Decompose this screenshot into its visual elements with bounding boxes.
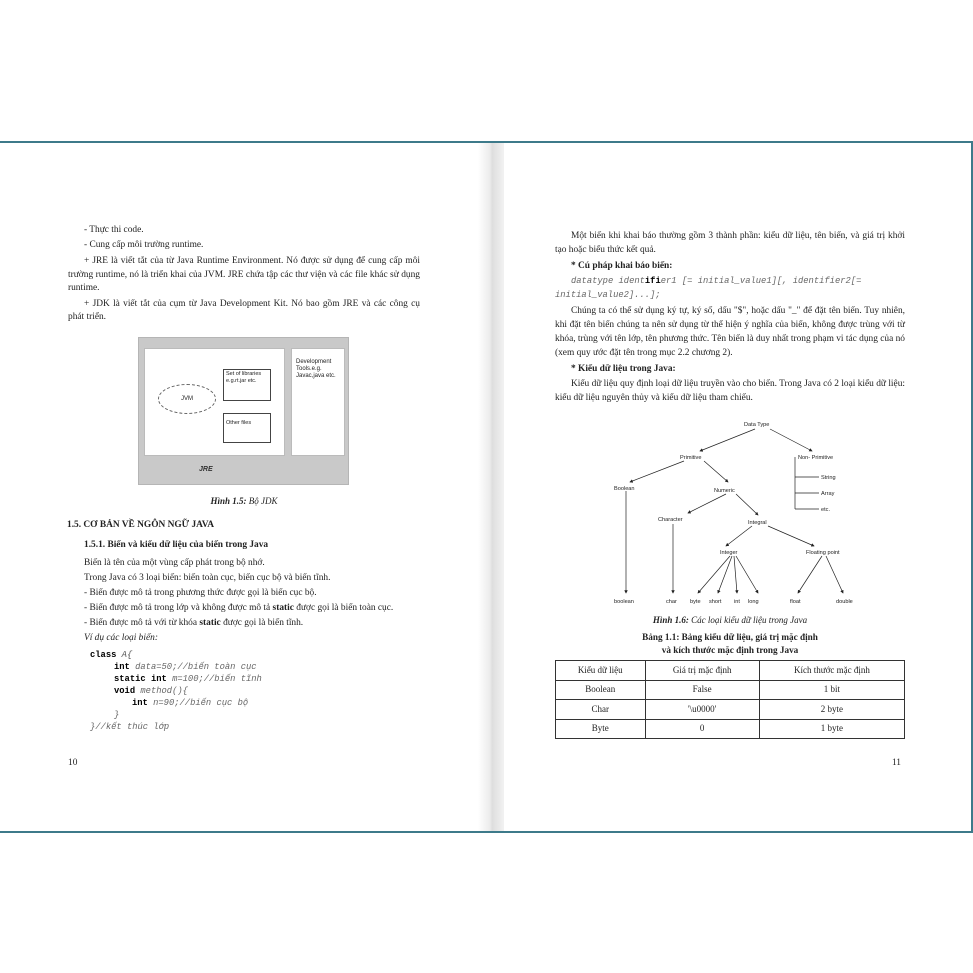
syntax-line <box>555 274 905 302</box>
tree-node-floating: Floating point <box>806 550 840 556</box>
caption-text: Các loại kiểu dữ liệu trong Java <box>691 615 808 625</box>
book-gutter <box>478 143 504 831</box>
text-line <box>68 601 420 616</box>
text-part: - Biến được mô tả với từ khóa <box>84 618 200 628</box>
jdk-figure <box>138 337 349 485</box>
caption-text: Bộ JDK <box>248 496 278 506</box>
code-block <box>90 649 420 733</box>
table-row <box>556 700 905 720</box>
text-line: - Biến được mô tả trong phương thức được gọi là biến cục bộ. <box>84 588 317 598</box>
code-text: method(){ <box>135 686 188 696</box>
table-header: Kích thước mặc định <box>759 661 904 681</box>
code-text: A{ <box>116 650 133 660</box>
caption-label: Hình 1.5: <box>210 496 247 506</box>
intro-paragraph: Một biến khi khai báo thường gồm 3 thành phần: kiểu dữ liệu, tên biến, và giá trị khởi tạo hoặc biểu thức kết quả. <box>555 231 905 255</box>
tree-node-integer: Integer <box>720 550 738 556</box>
syntax-part: er1 [= initial_value1][, identifier2[= initial_value2]...]; <box>555 276 862 300</box>
table-row <box>556 680 905 700</box>
figure-caption <box>555 613 905 628</box>
table-cell: 1 bit <box>759 680 904 700</box>
code-text: n=90;//biến cục bộ <box>147 698 249 708</box>
tree-node-non-primitive: Non- Primitive <box>798 455 834 461</box>
code-line: }//kết thúc lớp <box>90 722 170 732</box>
text-line: Biến là tên của một vùng cấp phát trong bộ nhớ. <box>84 558 265 568</box>
keyword: static <box>272 603 294 613</box>
table-cell: Char <box>556 700 646 720</box>
tree-leaf-double: double <box>836 599 853 605</box>
tree-node-root: Data Type <box>744 422 770 428</box>
text-paragraph: + JDK là viết tắt của cụm từ Java Development Kit. Nó bao gồm JRE và các công cụ phát triển. <box>68 298 420 322</box>
naming-paragraph: Chúng ta có thể sử dụng ký tự, ký số, dấu "$", hoặc dấu "_" để đặt tên biến. Tuy nhiên, khi đặt tên biến chúng ta nên sử dụng từ thể hiện ý nghĩa của biến, không được trùng với từ khóa, trùng với tên lớp, tên phương thức. Tên biến là duy nhất trong phạm vi tác dụng của nó (xem quy ước đặt tên trong mục 2.2 chương 2). <box>555 306 905 358</box>
data-type-tree <box>600 415 870 605</box>
text-line <box>68 616 420 631</box>
code-line <box>90 649 420 661</box>
tree-node-array: Array <box>821 491 835 497</box>
tree-leaf-byte: byte <box>690 599 701 605</box>
page-number-left: 10 <box>68 758 78 768</box>
page-number-right: 11 <box>891 758 901 768</box>
text-part: được gọi là biến tĩnh. <box>220 618 304 628</box>
default-values-table <box>555 660 905 739</box>
code-line <box>90 661 420 673</box>
tree-leaf-short: short <box>709 599 722 605</box>
keyword: static <box>199 618 221 628</box>
code-keyword: void <box>114 686 136 696</box>
table-cell: 2 byte <box>759 700 904 720</box>
table-cell: False <box>645 680 759 700</box>
table-header-row <box>556 661 905 681</box>
tree-node-etc: etc. <box>821 507 831 513</box>
text-part: được gọi là biến toàn cục. <box>293 603 394 613</box>
table-cell: Boolean <box>556 680 646 700</box>
types-heading: * Kiểu dữ liệu trong Java: <box>571 364 676 374</box>
table-cell: '\u0000' <box>645 700 759 720</box>
tree-node-string: String <box>821 475 836 481</box>
table-cell: Byte <box>556 719 646 739</box>
syntax-part: datatype ident <box>571 276 645 286</box>
text-paragraph: + JRE là viết tắt của từ Java Runtime Environment. Nó được sử dụng để cung cấp môi trường runtime, nó là triển khai của JVM. JRE chứa tập các thư viện và các file khác sử dụng runtime. <box>68 256 420 293</box>
tree-node-primitive: Primitive <box>680 455 702 461</box>
dev-tools-label: Development Tools.e.g. Javac,java etc. <box>296 359 336 379</box>
text-line: - Thực thi code. <box>84 225 144 235</box>
code-line <box>90 673 420 685</box>
code-text: data=50;//biến toàn cục <box>129 662 257 672</box>
code-line <box>90 685 420 697</box>
code-keyword: class <box>90 650 117 660</box>
caption-label: Hình 1.6: <box>652 615 689 625</box>
subsection-heading: 1.5.1. Biến và kiểu dữ liệu của biến trong Java <box>84 540 269 550</box>
table-title-line: và kích thước mặc định trong Java <box>661 645 799 655</box>
table-cell: 1 byte <box>759 719 904 739</box>
tree-leaf-float: float <box>790 599 801 605</box>
jvm-ellipse: JVM <box>158 384 216 414</box>
right-page <box>555 143 905 831</box>
other-files-box: Other files <box>223 413 271 443</box>
code-line <box>90 697 420 709</box>
text-line: Trong Java có 3 loại biến: biến toàn cục, biến cục bộ và biến tĩnh. <box>84 573 331 583</box>
tree-node-integral: Integral <box>748 520 767 526</box>
text-line: - Cung cấp môi trường runtime. <box>84 240 204 250</box>
dev-tools-box <box>291 348 345 456</box>
tree-node-character: Character <box>658 517 683 523</box>
syntax-heading: * Cú pháp khai báo biến: <box>571 261 673 271</box>
tree-node-numeric: Numeric <box>714 488 735 494</box>
libraries-box: Set of libraries e.g.rt.jar etc. <box>223 369 271 401</box>
section-heading: 1.5. CƠ BẢN VỀ NGÔN NGỮ JAVA <box>67 520 215 530</box>
figure-caption <box>68 494 420 509</box>
text-part: - Biến được mô tả trong lớp và không được mô tả <box>84 603 273 613</box>
types-paragraph: Kiểu dữ liệu quy định loại dữ liệu truyền vào cho biến. Trong Java có 2 loại kiểu dữ liệu: kiểu dữ liệu nguyên thủy và kiểu dữ liệu tham chiếu. <box>555 379 905 403</box>
tree-leaf-int: int <box>734 599 740 605</box>
table-row <box>556 719 905 739</box>
tree-leaf-boolean: boolean <box>614 599 634 605</box>
code-keyword: int <box>114 662 130 672</box>
tree-node-boolean: Boolean <box>614 486 635 492</box>
table-title <box>555 631 905 657</box>
jre-label: JRE <box>199 466 213 473</box>
table-cell: 0 <box>645 719 759 739</box>
code-keyword: int <box>132 698 148 708</box>
code-line: } <box>114 710 120 720</box>
jre-box <box>144 348 285 456</box>
tree-leaf-char: char <box>666 599 677 605</box>
table-header: Kiểu dữ liệu <box>556 661 646 681</box>
syntax-part: ifi <box>644 276 661 286</box>
left-page <box>68 143 420 831</box>
example-label: Ví dụ các loại biến: <box>84 633 158 643</box>
code-text: m=100;//biến tĩnh <box>166 674 262 684</box>
table-header: Giá trị mặc định <box>645 661 759 681</box>
tree-leaf-long: long <box>748 599 759 605</box>
book-spread <box>0 141 973 833</box>
code-keyword: static int <box>114 674 167 684</box>
table-title-line: Bảng 1.1: Bảng kiểu dữ liệu, giá trị mặc định <box>642 632 818 642</box>
